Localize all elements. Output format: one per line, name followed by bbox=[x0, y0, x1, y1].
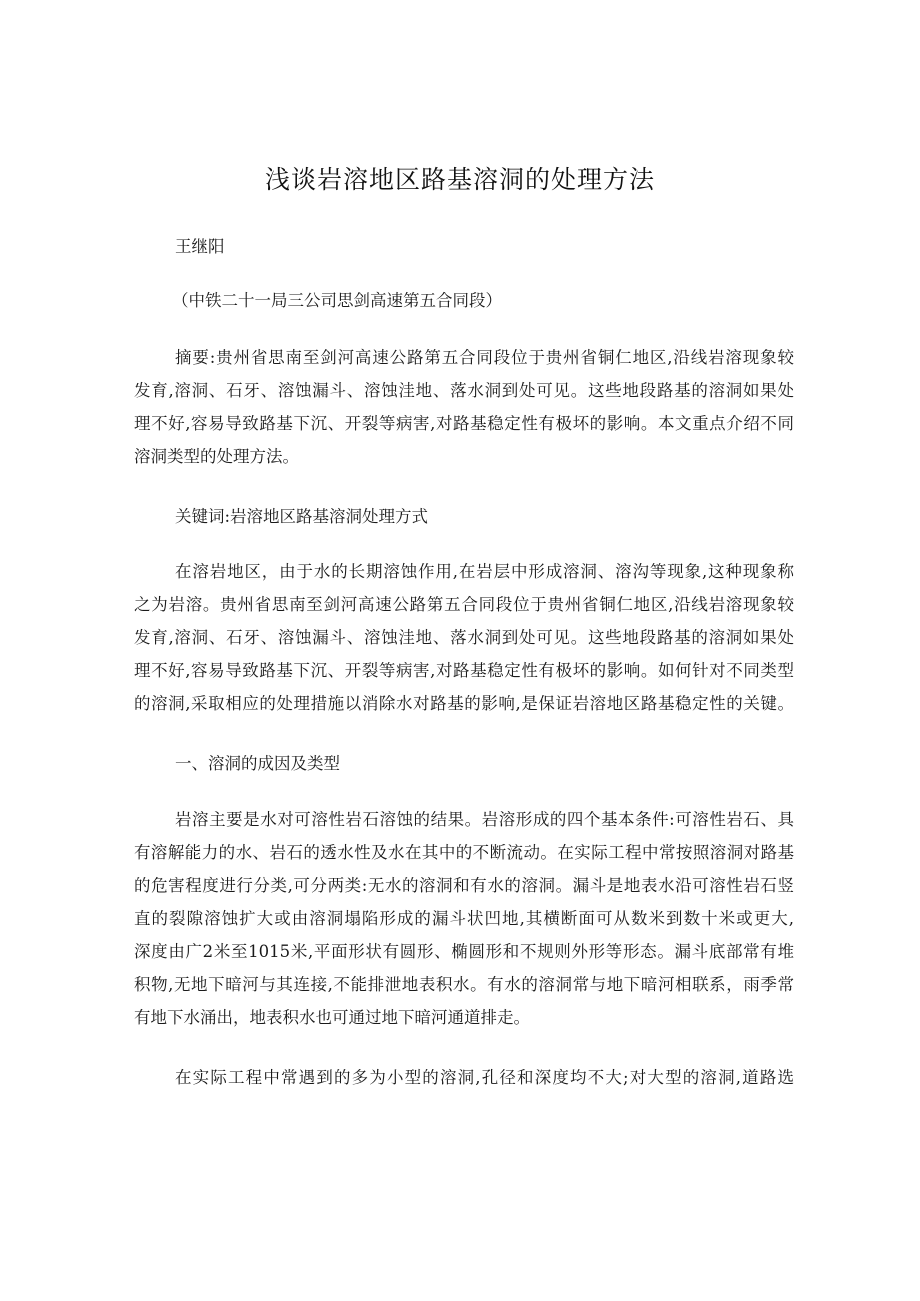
intro-line: 在溶岩地区，由于水的长期溶蚀作用,在岩层中形成溶洞、溶沟等现象,这种现象称 bbox=[175, 562, 794, 581]
section1-line: 有溶解能力的水、岩石的透水性及水在其中的不断流动。在实际工程中常按照溶洞对路基 bbox=[134, 843, 794, 862]
keywords: 关键词:岩溶地区路基溶洞处理方式 bbox=[175, 507, 429, 526]
abstract-line: 发育,溶洞、石牙、溶蚀漏斗、溶蚀洼地、落水洞到处可见。这些地段路基的溶洞如果处 bbox=[134, 381, 794, 400]
author: 王继阳 bbox=[175, 237, 225, 256]
intro-line: 之为岩溶。贵州省思南至剑河高速公路第五合同段位于贵州省铜仁地区,沿线岩溶现象较 bbox=[134, 595, 794, 614]
section1-next-paragraph-line: 在实际工程中常遇到的多为小型的溶洞,孔径和深度均不大;对大型的溶洞,道路选 bbox=[175, 1068, 794, 1087]
section1-line: 深度由广2米至1015米,平面形状有圆形、椭圆形和不规则外形等形态。漏斗底部常有堆 bbox=[134, 942, 794, 961]
abstract-line: 摘要:贵州省思南至剑河高速公路第五合同段位于贵州省铜仁地区,沿线岩溶现象较 bbox=[175, 348, 794, 367]
section1-line: 积物,无地下暗河与其连接,不能排泄地表积水。有水的溶洞常与地下暗河相联系，雨季常 bbox=[134, 975, 794, 994]
intro-line: 发育,溶洞、石牙、溶蚀漏斗、溶蚀洼地、落水洞到处可见。这些地段路基的溶洞如果处 bbox=[134, 628, 794, 647]
section1-line: 岩溶主要是水对可溶性岩石溶蚀的结果。岩溶形成的四个基本条件:可溶性岩石、具 bbox=[175, 810, 794, 829]
abstract-line: 溶洞类型的处理方法。 bbox=[134, 447, 299, 466]
section-heading: 一、溶洞的成因及类型 bbox=[175, 754, 340, 773]
document-title: 浅谈岩溶地区路基溶洞的处理方法 bbox=[264, 165, 655, 194]
intro-line: 的溶洞,采取相应的处理措施以消除水对路基的影响,是保证岩溶地区路基稳定性的关键。 bbox=[134, 694, 794, 713]
affiliation: （中铁二十一局三公司思剑高速第五合同段） bbox=[172, 291, 502, 310]
section1-line: 的危害程度进行分类,可分两类:无水的溶洞和有水的溶洞。漏斗是地表水沿可溶性岩石竖 bbox=[134, 876, 794, 895]
intro-line: 理不好,容易导致路基下沉、开裂等病害,对路基稳定性有极坏的影响。如何针对不同类型 bbox=[134, 661, 794, 680]
section1-line: 有地下水涌出，地表积水也可通过地下暗河通道排走。 bbox=[134, 1008, 530, 1027]
abstract-line: 理不好,容易导致路基下沉、开裂等病害,对路基稳定性有极坏的影响。本文重点介绍不同 bbox=[134, 414, 794, 433]
section1-line: 直的裂隙溶蚀扩大或由溶洞塌陷形成的漏斗状凹地,其横断面可从数米到数十米或更大, bbox=[134, 909, 794, 928]
